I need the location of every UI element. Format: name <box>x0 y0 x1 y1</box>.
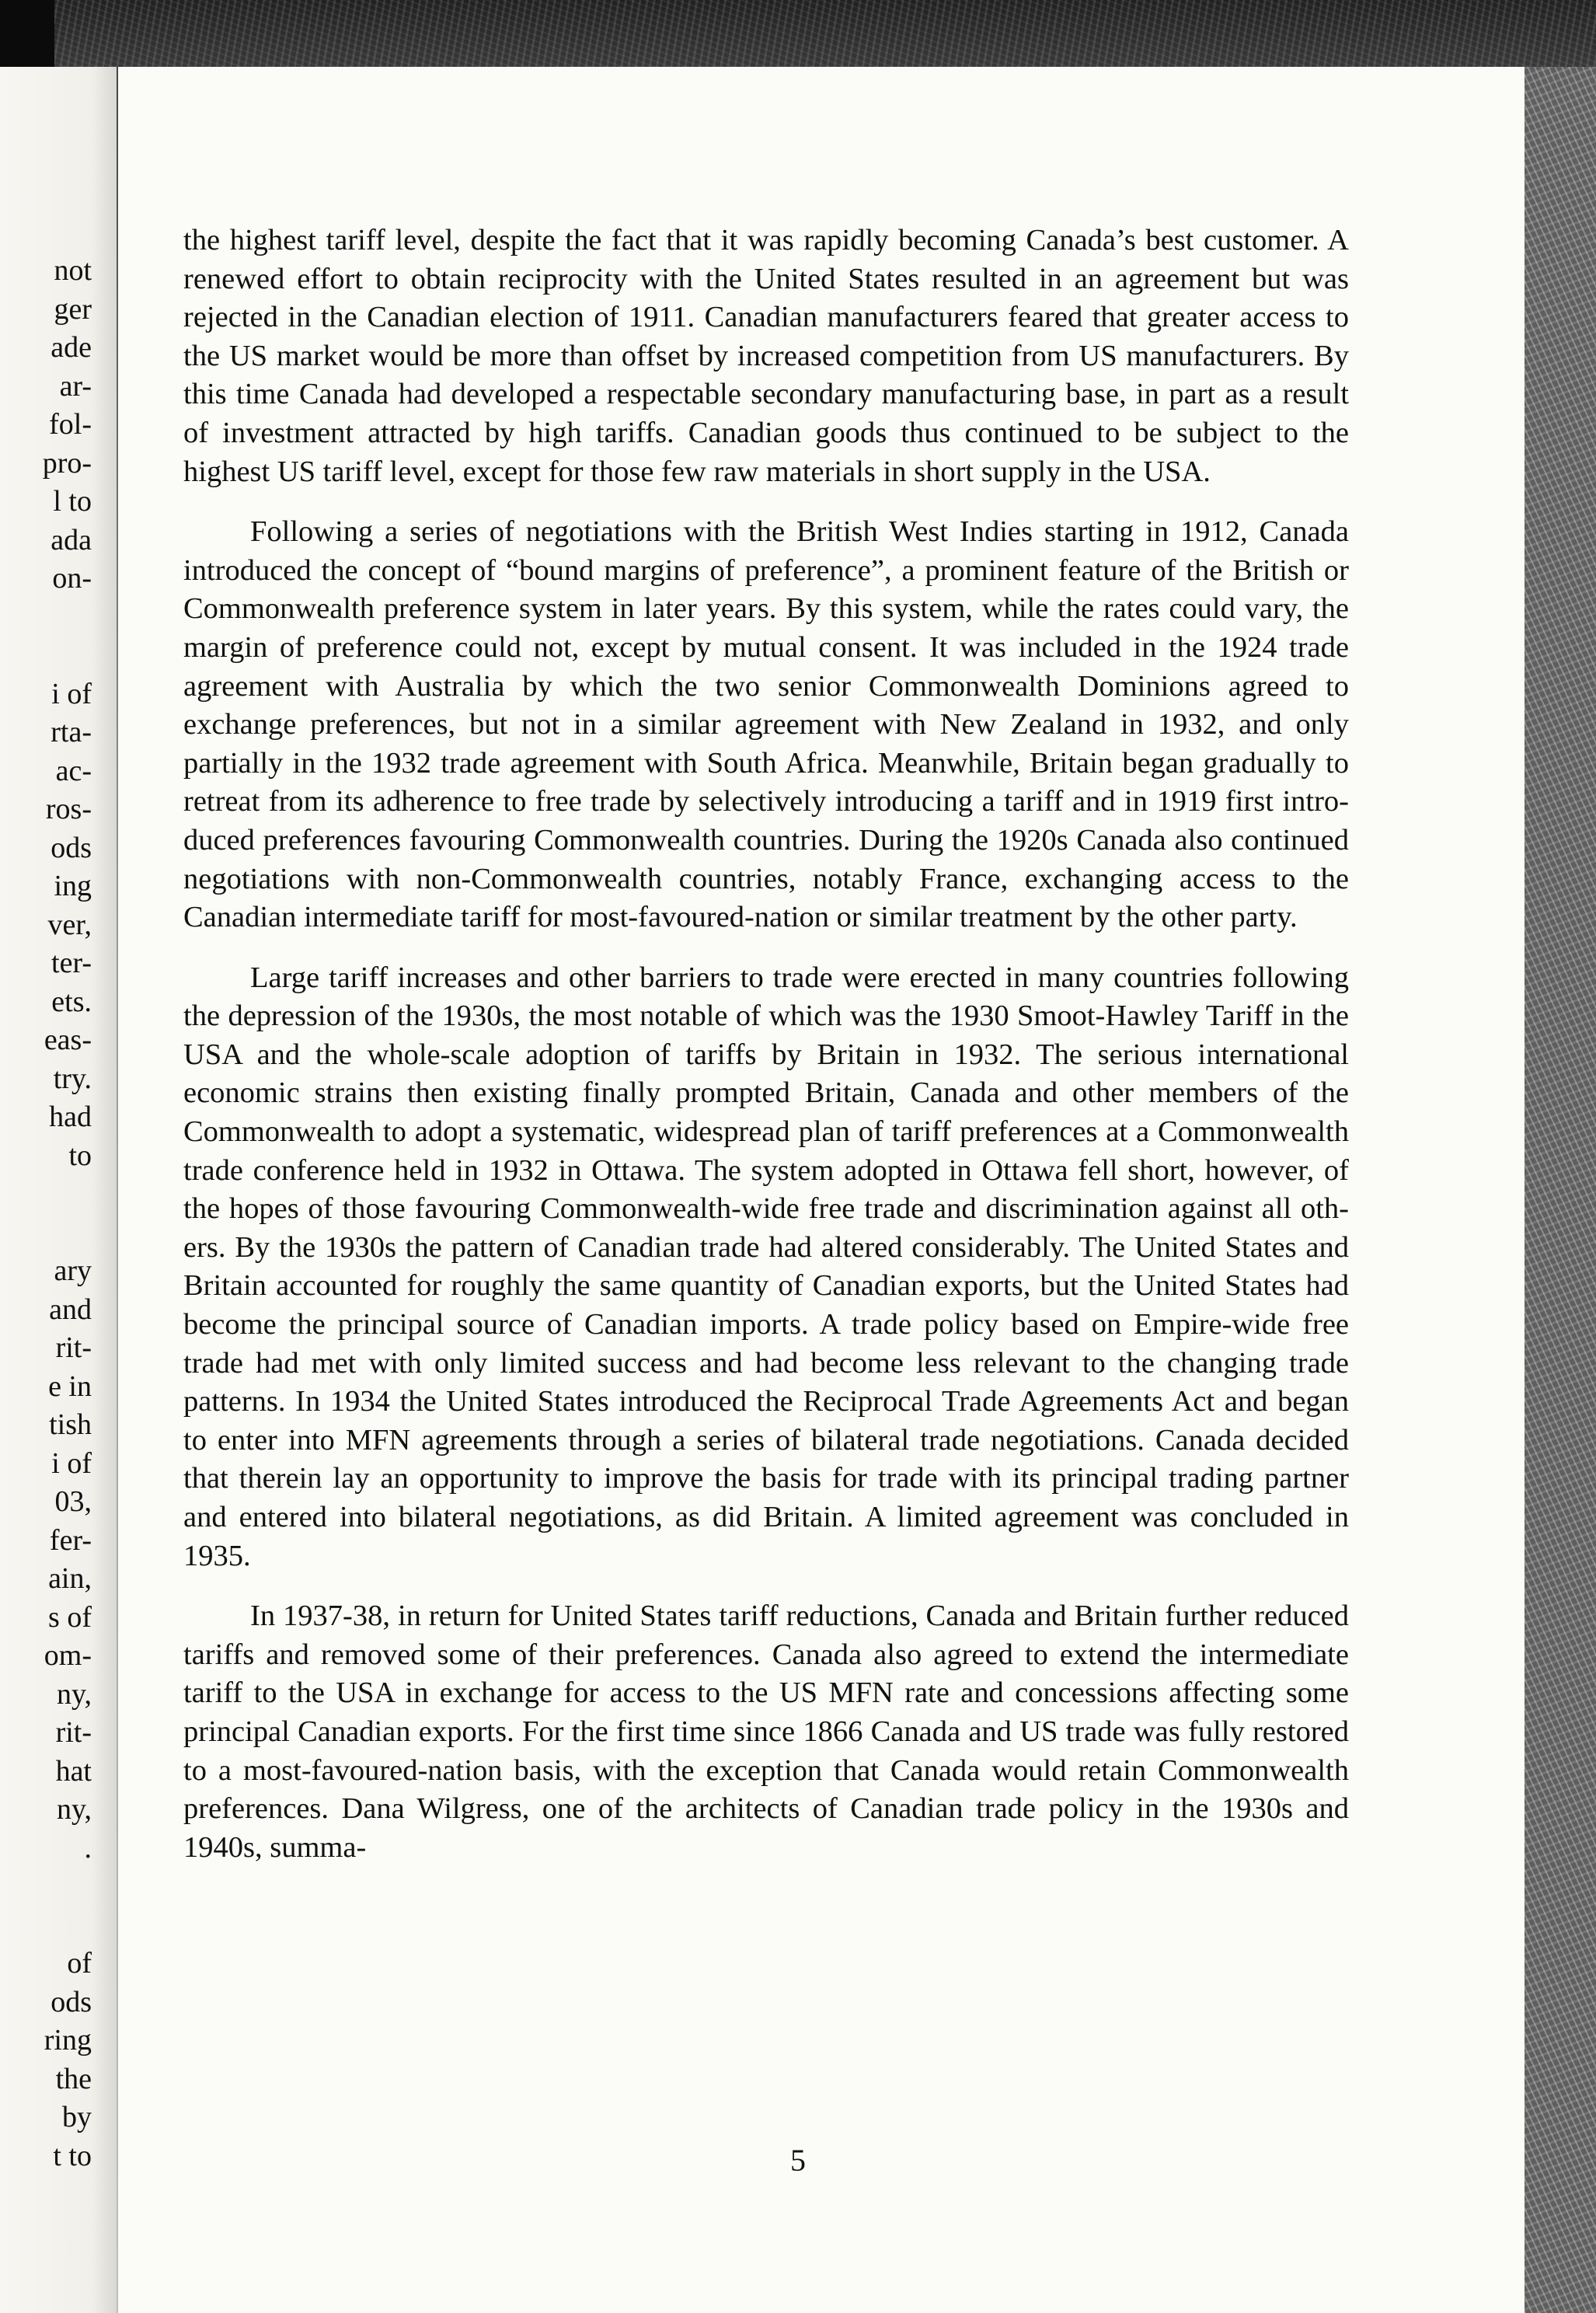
facing-page-fragment: rit- <box>55 1716 92 1749</box>
facing-page-fragment: and <box>49 1293 92 1326</box>
scan-corner-shadow <box>0 0 54 67</box>
page-gutter <box>117 67 118 2313</box>
facing-page-fragment: ring <box>44 2024 92 2057</box>
facing-page-fragment: s of <box>48 1600 92 1634</box>
paragraph-1: the highest tariff level, despite the fact that it was rapidly becoming Canada’s best customer. A renewed effort to obtain reciprocity with the United States resulted in an agreement but was rejected in the Canadian election of 1911. Canadian manufacturers feared that greater access to the US market would be more than offset by increased competition from US manufacturers. By this time Canada had developed a respectable secondary manufacturing base, in part as a result of investment attracted by high tariffs. Canadian goods thus continued to be subject to the highest US tariff level, except for those few raw materials in short supply in the USA. <box>183 224 1349 488</box>
scan-right-border <box>1525 67 1596 2313</box>
facing-page-fragment: ade <box>51 331 92 364</box>
body-text <box>183 222 1349 1889</box>
facing-page-fragment: try. <box>53 1062 92 1095</box>
facing-page-fragment: ain, <box>48 1562 92 1595</box>
facing-page-fragment: ros- <box>45 793 92 825</box>
page-number: 5 <box>790 2143 806 2178</box>
facing-page-fragment: not <box>54 254 92 287</box>
facing-page-fragment: ter- <box>51 947 92 979</box>
facing-page-fragment: i of <box>51 1446 92 1480</box>
facing-page-fragment: by <box>62 2101 92 2133</box>
facing-page-fragment: eas- <box>44 1024 92 1056</box>
facing-page-fragment: of <box>67 1947 92 1980</box>
facing-page-fragment: on- <box>52 562 92 595</box>
scan-top-border <box>0 0 1596 67</box>
facing-page-fragment: om- <box>44 1639 92 1672</box>
paragraph-2: Following a series of negotiations with the British West Indies starting in 1912, Canada introduced the concept of “bound margins of preference”, a prominent feature of the British or Commonwealth preference system in later years. By this system, while the rates could vary, the margin of preference could not, except by mutual consent. It was included in the 1924 trade agreement with Australia by which the two senior Commonwealth Dominions agreed to exchange preferences, but not in a similar agreement with New Zealand in 1932, and only partially in the 1932 trade agreement with South Africa. Meanwhile, Britain began gradually to retreat from its adherence to free trade by selectively introducing a tariff and in 1919 first introduced preferences favouring Commonwealth countries. During the 1920s Canada also continued negotiations with non-Commonwealth countries, notably France, exchanging access to the Canadian intermediate tariff for most-favoured-nation or similar treatment by the other party. <box>183 515 1349 934</box>
facing-page-fragment: to <box>68 1139 92 1172</box>
facing-page-fragment: ar- <box>59 369 92 403</box>
facing-page-edge <box>0 67 117 2313</box>
facing-page-fragment: 03, <box>54 1485 92 1518</box>
facing-page-fragment: rta- <box>51 716 92 748</box>
paragraph-4: In 1937-38, in return for United States tariff reductions, Canada and Britain further reduced tariffs and removed some of their preferences. Canada also agreed to extend the intermediate tariff to the USA in exchange for access to the US MFN rate and concessions affecting some principal Canadian exports. For the first time since 1866 Canada and US trade was fully restored to a most-favoured-nation basis, with the exception that Canada would retain Commonwealth preferences. Dana Wilgress, one of the architects of Canadian trade policy in the 1930s and 1940s, summa- <box>183 1600 1349 1864</box>
facing-page-fragment: hat <box>55 1754 92 1788</box>
facing-page-fragment: ny, <box>56 1793 92 1826</box>
paragraph-3: Large tariff increases and other barriers to trade were erected in many countries following the depression of the 1930s, the most notable of which was the 1930 Smoot-Hawley Tariff in the USA and the whole-scale adoption of tariffs by Britain in 1932. The serious international economic strains then existing finally prompted Britain, Canada and other members of the Commonwealth to adopt a systematic, widespread plan of tariff preferences at a Commonwealth trade conference held in 1932 in Ottawa. The system adopted in Ottawa fell short, however, of the hopes of those favouring Commonwealth-wide free trade and discrimination against all others. By the 1930s the pattern of Canadian trade had altered considerably. The United States and Britain accounted for roughly the same quantity of Canadian exports, but the United States had become the principal source of Canadian imports. A trade policy based on Empire-wide free trade had met with only limited success and had become less relevant to the changing trade patterns. In 1934 the United States introduced the Reciprocal Trade Agreements Act and began to enter into MFN agreements through a series of bilateral trade negotiations. Canada decided that therein lay an opportunity to improve the basis for trade with its principal trading partner and entered into bilateral negotiations, as did Britain. A limited agreement was concluded in 1935. <box>183 961 1349 1572</box>
facing-page-fragment: ada <box>51 523 92 556</box>
facing-page-fragment: ary <box>54 1254 92 1287</box>
facing-page-fragment: ods <box>51 831 92 864</box>
facing-page-fragment: ac- <box>55 754 92 787</box>
facing-page-fragment: had <box>49 1101 92 1133</box>
facing-page-fragment: the <box>55 2062 92 2095</box>
facing-page-fragment: i of <box>51 677 92 710</box>
facing-page-fragment: ny, <box>56 1677 92 1711</box>
facing-page-fragment: pro- <box>42 446 92 480</box>
facing-page-fragment: ing <box>54 870 92 902</box>
facing-page-fragment: ver, <box>47 908 92 941</box>
facing-page-fragment: fer- <box>49 1523 92 1557</box>
facing-page-fragment: rit- <box>55 1331 92 1364</box>
facing-page-fragment: l to <box>53 485 92 518</box>
facing-page-fragment: ets. <box>51 985 92 1018</box>
facing-page-fragment: ger <box>54 292 92 326</box>
facing-page-fragment: t to <box>53 2139 92 2172</box>
facing-page-fragment: . <box>84 1831 92 1865</box>
facing-page-fragment: fol- <box>49 408 92 441</box>
facing-page-fragment: ods <box>51 1985 92 2018</box>
facing-page-fragment: e in <box>48 1369 92 1403</box>
facing-page-fragment: tish <box>49 1408 92 1441</box>
